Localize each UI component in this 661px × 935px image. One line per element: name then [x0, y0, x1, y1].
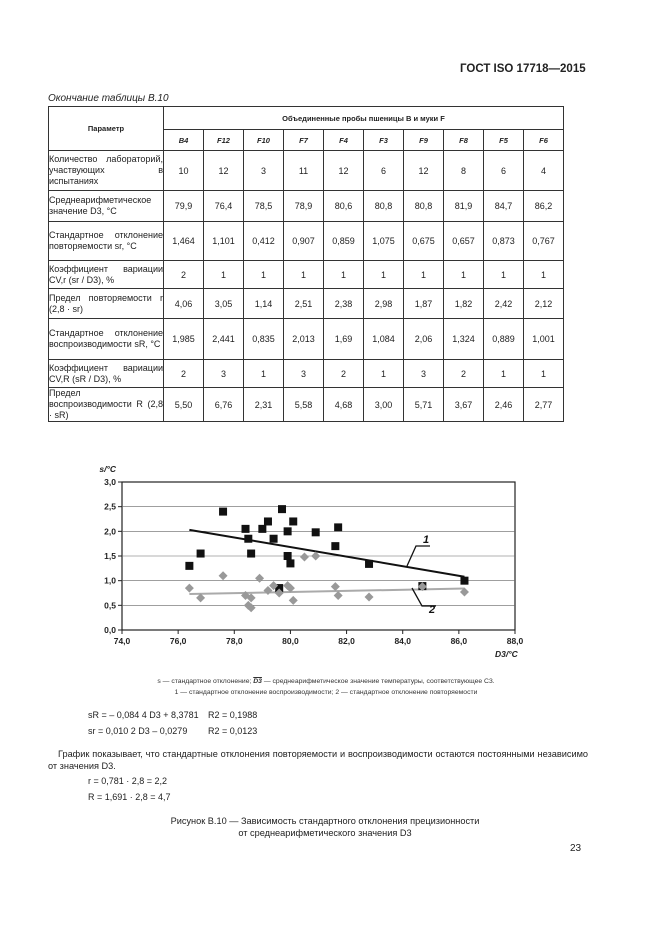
column-header: F4 [324, 130, 364, 151]
table-cell: 11 [284, 151, 324, 191]
data-point-square [365, 560, 373, 568]
table-cell: 78,5 [244, 191, 284, 222]
table-cell: 2 [164, 261, 204, 289]
table-cell: 5,71 [404, 388, 444, 422]
y-tick-label: 2,5 [104, 501, 116, 512]
table-cell: 6 [364, 151, 404, 191]
table-cell: 1,464 [164, 222, 204, 261]
table-cell: 76,4 [204, 191, 244, 222]
table-cell: 1 [484, 261, 524, 289]
row-label: Предел воспроизводимости R (2,8 · sR) [49, 388, 163, 420]
table-row [49, 360, 564, 388]
figure-title-line-1: Рисунок В.10 — Зависимость стандартного отклонения прецизионности [170, 816, 480, 826]
equation-sr: sr = 0,010 2 D3 – 0,0279 [88, 726, 188, 736]
curve-label-1: 1 [423, 534, 430, 546]
table-cell: 8 [444, 151, 484, 191]
data-point-square [270, 535, 278, 543]
table-cell: 2,12 [524, 289, 564, 319]
table-cell: 0,889 [484, 319, 524, 360]
table-row [49, 261, 564, 289]
table-row [49, 289, 564, 319]
data-point-square [258, 525, 266, 533]
y-tick-label: 0,5 [104, 600, 116, 611]
table-cell: 1,87 [404, 289, 444, 319]
table-cell: 1 [524, 360, 564, 388]
table-cell: 5,50 [164, 388, 204, 422]
data-point-square [247, 550, 255, 558]
table-cell: 12 [204, 151, 244, 191]
x-tick-label: 74,0 [113, 636, 131, 646]
table-cell: 84,7 [484, 191, 524, 222]
row-label: Стандартное отклонение повторяемости sr, °C [49, 222, 164, 261]
figure-note-line-2: 1 — стандартное отклонение воспроизводимости; 2 — стандартное отклонение повторяемости [174, 689, 478, 696]
table-cell: 2,441 [204, 319, 244, 360]
table-cell: 3 [284, 360, 324, 388]
row-label: Стандартное отклонение воспроизводимости sR, °C [49, 319, 164, 360]
table-cell: 2,013 [284, 319, 324, 360]
table-cell: 5,58 [284, 388, 324, 422]
equation-sr-r2: R2 = 0,0123 [208, 726, 258, 736]
table-cell: 1,075 [364, 222, 404, 261]
table-cell: 1 [244, 360, 284, 388]
group-header: Объединенные пробы пшеницы В и муки F [164, 107, 564, 130]
equation-sR: sR = – 0,084 4 D3 + 8,3781 [88, 710, 199, 720]
table-cell: 2 [324, 360, 364, 388]
table-cell: 0,873 [484, 222, 524, 261]
note-text-b: — среднеарифметическое значение температуры, соответствующее С3. [261, 678, 495, 685]
y-tick-label: 1,0 [104, 575, 116, 586]
table-cell: 0,767 [524, 222, 564, 261]
table-cell: 12 [404, 151, 444, 191]
table-cell: 3 [204, 360, 244, 388]
figure-note [96, 676, 556, 698]
conclusion-paragraph: График показывает, что стандартные отклонения повторяемости и воспроизводимости остаются постоянными независимо от значения D3. [48, 749, 588, 771]
column-header: B4 [164, 130, 204, 151]
row-label: Среднеарифметическое значение D3, °C [49, 191, 164, 222]
x-axis-label: D3/°C [495, 649, 518, 659]
x-tick-label: 86,0 [450, 636, 468, 646]
row-label: Коэффициент вариации CV,r (sr / D3), % [49, 261, 164, 289]
table-cell: 80,8 [364, 191, 404, 222]
column-header: F12 [204, 130, 244, 151]
table-cell: 2,06 [404, 319, 444, 360]
table-cell: 2,98 [364, 289, 404, 319]
table-cell: 3,67 [444, 388, 484, 422]
table-cell: 1 [324, 261, 364, 289]
data-point-square [219, 508, 227, 516]
data-point-square [286, 559, 294, 567]
table-cell: 2,31 [244, 388, 284, 422]
x-tick-label: 80,0 [282, 636, 299, 646]
column-header: F3 [364, 130, 404, 151]
table-cell: 1,101 [204, 222, 244, 261]
table-cell: 4 [524, 151, 564, 191]
x-tick-label: 88,0 [506, 636, 524, 646]
table-cell: 0,859 [324, 222, 364, 261]
table-cell: 0,657 [444, 222, 484, 261]
figure-title-line-2: от среднеарифметического значения D3 [238, 828, 412, 838]
data-point-square [242, 525, 250, 533]
table-cell: 4,06 [164, 289, 204, 319]
scatter-chart [60, 460, 600, 660]
data-point-square [284, 527, 292, 535]
table-cell: 81,9 [444, 191, 484, 222]
column-header: F6 [524, 130, 564, 151]
y-axis-label: s/°C [99, 464, 116, 474]
table-cell: 12 [324, 151, 364, 191]
param-header: Параметр [49, 107, 164, 151]
table-cell: 1 [484, 360, 524, 388]
x-tick-label: 76,0 [169, 636, 187, 646]
table-cell: 80,6 [324, 191, 364, 222]
table-cell: 3,00 [364, 388, 404, 422]
data-point-square [460, 577, 468, 585]
data-point-square [185, 562, 193, 570]
data-point-square [312, 528, 320, 536]
table-cell: 2,42 [484, 289, 524, 319]
y-tick-label: 1,5 [104, 551, 116, 561]
table-row [49, 222, 564, 261]
table-row [49, 388, 564, 422]
y-tick-label: 2,0 [104, 526, 116, 537]
figure-title [100, 815, 550, 839]
table-cell: 6,76 [204, 388, 244, 422]
x-tick-label: 84,0 [394, 636, 411, 646]
table-cell: 3 [244, 151, 284, 191]
table-cell: 1 [404, 261, 444, 289]
calc-r: r = 0,781 · 2,8 = 2,2 [88, 776, 168, 786]
table-row [49, 151, 564, 191]
table-cell: 1 [204, 261, 244, 289]
table-cell: 0,835 [244, 319, 284, 360]
figure-note-line-1 [96, 676, 556, 687]
column-header: F7 [284, 130, 324, 151]
table-cell: 1,324 [444, 319, 484, 360]
table-cell: 1,69 [324, 319, 364, 360]
table-row [49, 191, 564, 222]
data-point-square [244, 535, 252, 543]
curve-label-2: 2 [429, 604, 436, 616]
column-header: F8 [444, 130, 484, 151]
table-cell: 3 [404, 360, 444, 388]
table-cell: 1 [244, 261, 284, 289]
data-point-square [278, 505, 286, 513]
table-row [49, 319, 564, 360]
table-cell: 0,675 [404, 222, 444, 261]
y-tick-label: 3,0 [104, 477, 116, 487]
table-cell: 2,51 [284, 289, 324, 319]
table-cell: 78,9 [284, 191, 324, 222]
data-point-square [264, 517, 272, 525]
table-cell: 1,084 [364, 319, 404, 360]
table-cell: 80,8 [404, 191, 444, 222]
table-cell: 1 [524, 261, 564, 289]
table-cell: 1,82 [444, 289, 484, 319]
page-number: 23 [570, 843, 582, 854]
data-point-square [289, 517, 297, 525]
data-point-square [284, 552, 292, 560]
table-cell: 86,2 [524, 191, 564, 222]
document-standard-code: ГОСТ ISO 17718—2015 [460, 63, 586, 75]
table-cell: 1 [364, 261, 404, 289]
row-label: Предел повторяемости r (2,8 · sr) [49, 289, 164, 319]
table-cell: 2,46 [484, 388, 524, 422]
table-cell: 1,001 [524, 319, 564, 360]
calc-R: R = 1,691 · 2,8 = 4,7 [88, 792, 171, 802]
data-point-square [331, 542, 339, 550]
row-label: Количество лабораторий, участвующих в испытаниях [49, 151, 164, 191]
table-cell: 1,14 [244, 289, 284, 319]
table-caption: Окончание таблицы В.10 [48, 93, 169, 104]
data-table [48, 106, 564, 422]
data-point-square [334, 523, 342, 531]
x-tick-label: 78,0 [226, 636, 243, 646]
table-cell: 2,38 [324, 289, 364, 319]
equation-sR-r2: R2 = 0,1988 [208, 710, 258, 720]
table-cell: 4,68 [324, 388, 364, 422]
x-tick-label: 82,0 [338, 636, 355, 646]
table-cell: 1 [364, 360, 404, 388]
column-header: F5 [484, 130, 524, 151]
table-cell: 1,985 [164, 319, 204, 360]
table-cell: 6 [484, 151, 524, 191]
table-body [49, 151, 564, 422]
table-cell: 1 [284, 261, 324, 289]
table-cell: 1 [444, 261, 484, 289]
note-d3: D3 [253, 678, 262, 685]
column-header: F9 [404, 130, 444, 151]
table-cell: 79,9 [164, 191, 204, 222]
table-cell: 0,412 [244, 222, 284, 261]
column-header: F10 [244, 130, 284, 151]
table-cell: 2 [444, 360, 484, 388]
table-cell: 2 [164, 360, 204, 388]
y-tick-label: 0,0 [104, 625, 116, 635]
note-text-a: s — стандартное отклонение; [157, 678, 254, 685]
table-cell: 3,05 [204, 289, 244, 319]
data-point-square [197, 550, 205, 558]
table-cell: 0,907 [284, 222, 324, 261]
row-label: Коэффициент вариации CV,R (sR / D3), % [49, 360, 164, 388]
table-cell: 10 [164, 151, 204, 191]
table-cell: 2,77 [524, 388, 564, 422]
